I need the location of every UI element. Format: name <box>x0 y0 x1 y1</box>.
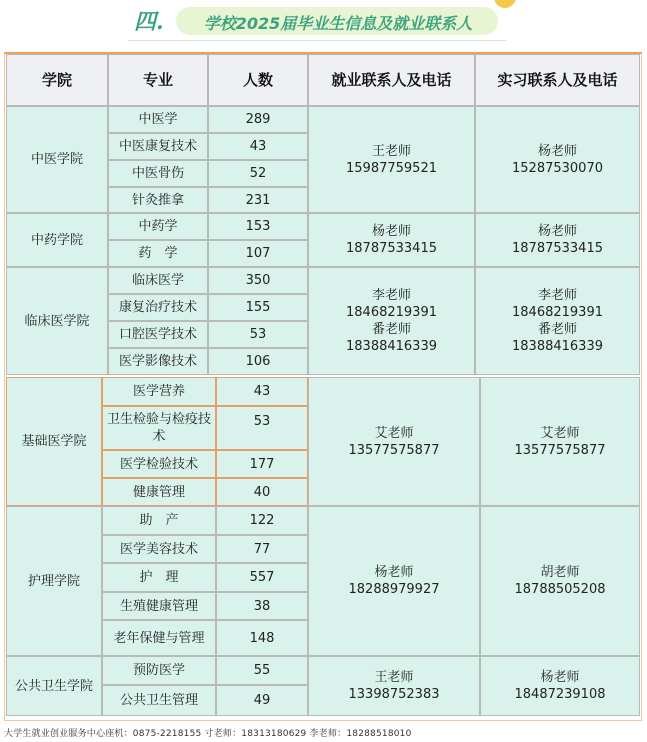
contact-name: 艾老师 <box>540 425 580 441</box>
college-public-health: 公共卫生学院 <box>6 656 102 716</box>
employment-contact-tcm <box>308 106 475 213</box>
contact-name: 王老师 <box>371 143 411 159</box>
header-employment-contact: 就业联系人及电话 <box>308 54 475 106</box>
count-cell: 107 <box>208 240 308 267</box>
major-cell: 助 产 <box>102 506 216 535</box>
internship-contact-tcm <box>475 106 640 213</box>
count-cell: 289 <box>208 106 308 133</box>
count-cell: 43 <box>208 133 308 160</box>
internship-contact-pharmacy <box>475 213 640 267</box>
college-clinical: 临床医学院 <box>6 267 108 375</box>
contact-phone: 18788505208 <box>514 582 606 597</box>
header-count: 人数 <box>208 54 308 106</box>
count-cell: 122 <box>216 506 308 535</box>
major-cell: 健康管理 <box>102 478 216 506</box>
major-cell: 预防医学 <box>102 656 216 685</box>
employment-contact-public-health <box>308 656 480 716</box>
contact-phone: 13398752383 <box>348 687 440 702</box>
header-college: 学院 <box>6 54 108 106</box>
major-cell: 临床医学 <box>108 267 208 294</box>
major-cell: 公共卫生管理 <box>102 685 216 716</box>
count-cell: 231 <box>208 187 308 213</box>
contact-name-2: 番老师 <box>371 322 411 337</box>
contact-name: 李老师 <box>371 288 411 303</box>
section-title <box>128 3 508 37</box>
major-cell: 卫生检验与检疫技术 <box>102 406 216 450</box>
count-cell: 40 <box>216 478 308 506</box>
contact-phone: 13577575877 <box>348 442 440 458</box>
internship-contact-clinical <box>475 267 640 375</box>
major-cell: 医学检验技术 <box>102 450 216 478</box>
count-cell: 148 <box>216 620 308 656</box>
count-cell: 177 <box>216 450 308 478</box>
contact-name: 杨老师 <box>374 565 414 580</box>
count-cell: 52 <box>208 160 308 187</box>
contact-name: 艾老师 <box>374 425 414 441</box>
contact-phone: 18468219391 <box>512 305 603 320</box>
count-cell: 49 <box>216 685 308 716</box>
major-cell: 中医学 <box>108 106 208 133</box>
major-cell: 中药学 <box>108 213 208 240</box>
count-cell: 43 <box>216 377 308 406</box>
title-text: 学校2025届毕业生信息及就业联系人 <box>203 14 473 33</box>
contact-phone: 18487239108 <box>514 687 606 702</box>
major-cell: 针灸推拿 <box>108 187 208 213</box>
major-cell: 康复治疗技术 <box>108 294 208 321</box>
college-nursing: 护理学院 <box>6 506 102 656</box>
count-cell: 38 <box>216 592 308 620</box>
major-cell: 医学美容技术 <box>102 535 216 563</box>
count-cell: 53 <box>216 406 308 450</box>
count-cell: 557 <box>216 563 308 592</box>
header-internship-contact: 实习联系人及电话 <box>475 54 640 106</box>
count-cell: 77 <box>216 535 308 563</box>
contact-phone: 18468219391 <box>346 305 437 320</box>
internship-contact-nursing <box>480 506 640 656</box>
major-cell: 生殖健康管理 <box>102 592 216 620</box>
contact-name: 杨老师 <box>537 143 577 159</box>
contact-name: 杨老师 <box>537 224 577 239</box>
count-cell: 106 <box>208 348 308 375</box>
contact-phone: 15987759521 <box>346 160 437 176</box>
major-cell: 护 理 <box>102 563 216 592</box>
count-cell: 153 <box>208 213 308 240</box>
count-cell: 55 <box>216 656 308 685</box>
major-cell: 中医康复技术 <box>108 133 208 160</box>
header-major: 专业 <box>108 54 208 106</box>
college-basic-medicine: 基础医学院 <box>6 377 102 506</box>
contact-phone: 18787533415 <box>512 241 603 256</box>
section-number: 四. <box>134 9 164 35</box>
college-tcm: 中医学院 <box>6 106 108 213</box>
contact-phone: 13577575877 <box>514 442 606 458</box>
contact-name: 杨老师 <box>371 224 411 239</box>
contact-phone-2: 18388416339 <box>512 339 603 354</box>
count-cell: 155 <box>208 294 308 321</box>
contact-phone: 18288979927 <box>348 582 440 597</box>
major-cell: 中医骨伤 <box>108 160 208 187</box>
contact-name: 李老师 <box>537 288 577 303</box>
employment-contact-basic <box>308 377 480 506</box>
major-cell: 药 学 <box>108 240 208 267</box>
employment-contact-pharmacy <box>308 213 475 267</box>
contact-name-2: 番老师 <box>537 322 577 337</box>
major-cell: 老年保健与管理 <box>102 620 216 656</box>
contact-name: 杨老师 <box>540 670 580 685</box>
contact-phone-2: 18388416339 <box>346 339 437 354</box>
title-underline <box>128 40 506 41</box>
major-cell: 口腔医学技术 <box>108 321 208 348</box>
major-cell: 医学营养 <box>102 377 216 406</box>
contact-name: 胡老师 <box>540 565 580 580</box>
contact-phone: 18787533415 <box>346 241 437 256</box>
employment-contact-clinical <box>308 267 475 375</box>
contact-name: 王老师 <box>374 670 414 685</box>
major-cell: 医学影像技术 <box>108 348 208 375</box>
employment-contact-nursing <box>308 506 480 656</box>
footer-contact-line: 大学生就业创业服务中心座机：0875-2218155 寸老师：18313180629 李老师：18288518010 <box>4 729 412 739</box>
count-cell: 53 <box>208 321 308 348</box>
internship-contact-public-health <box>480 656 640 716</box>
college-pharmacy: 中药学院 <box>6 213 108 267</box>
internship-contact-basic <box>480 377 640 506</box>
contact-phone: 15287530070 <box>512 160 603 176</box>
count-cell: 350 <box>208 267 308 294</box>
